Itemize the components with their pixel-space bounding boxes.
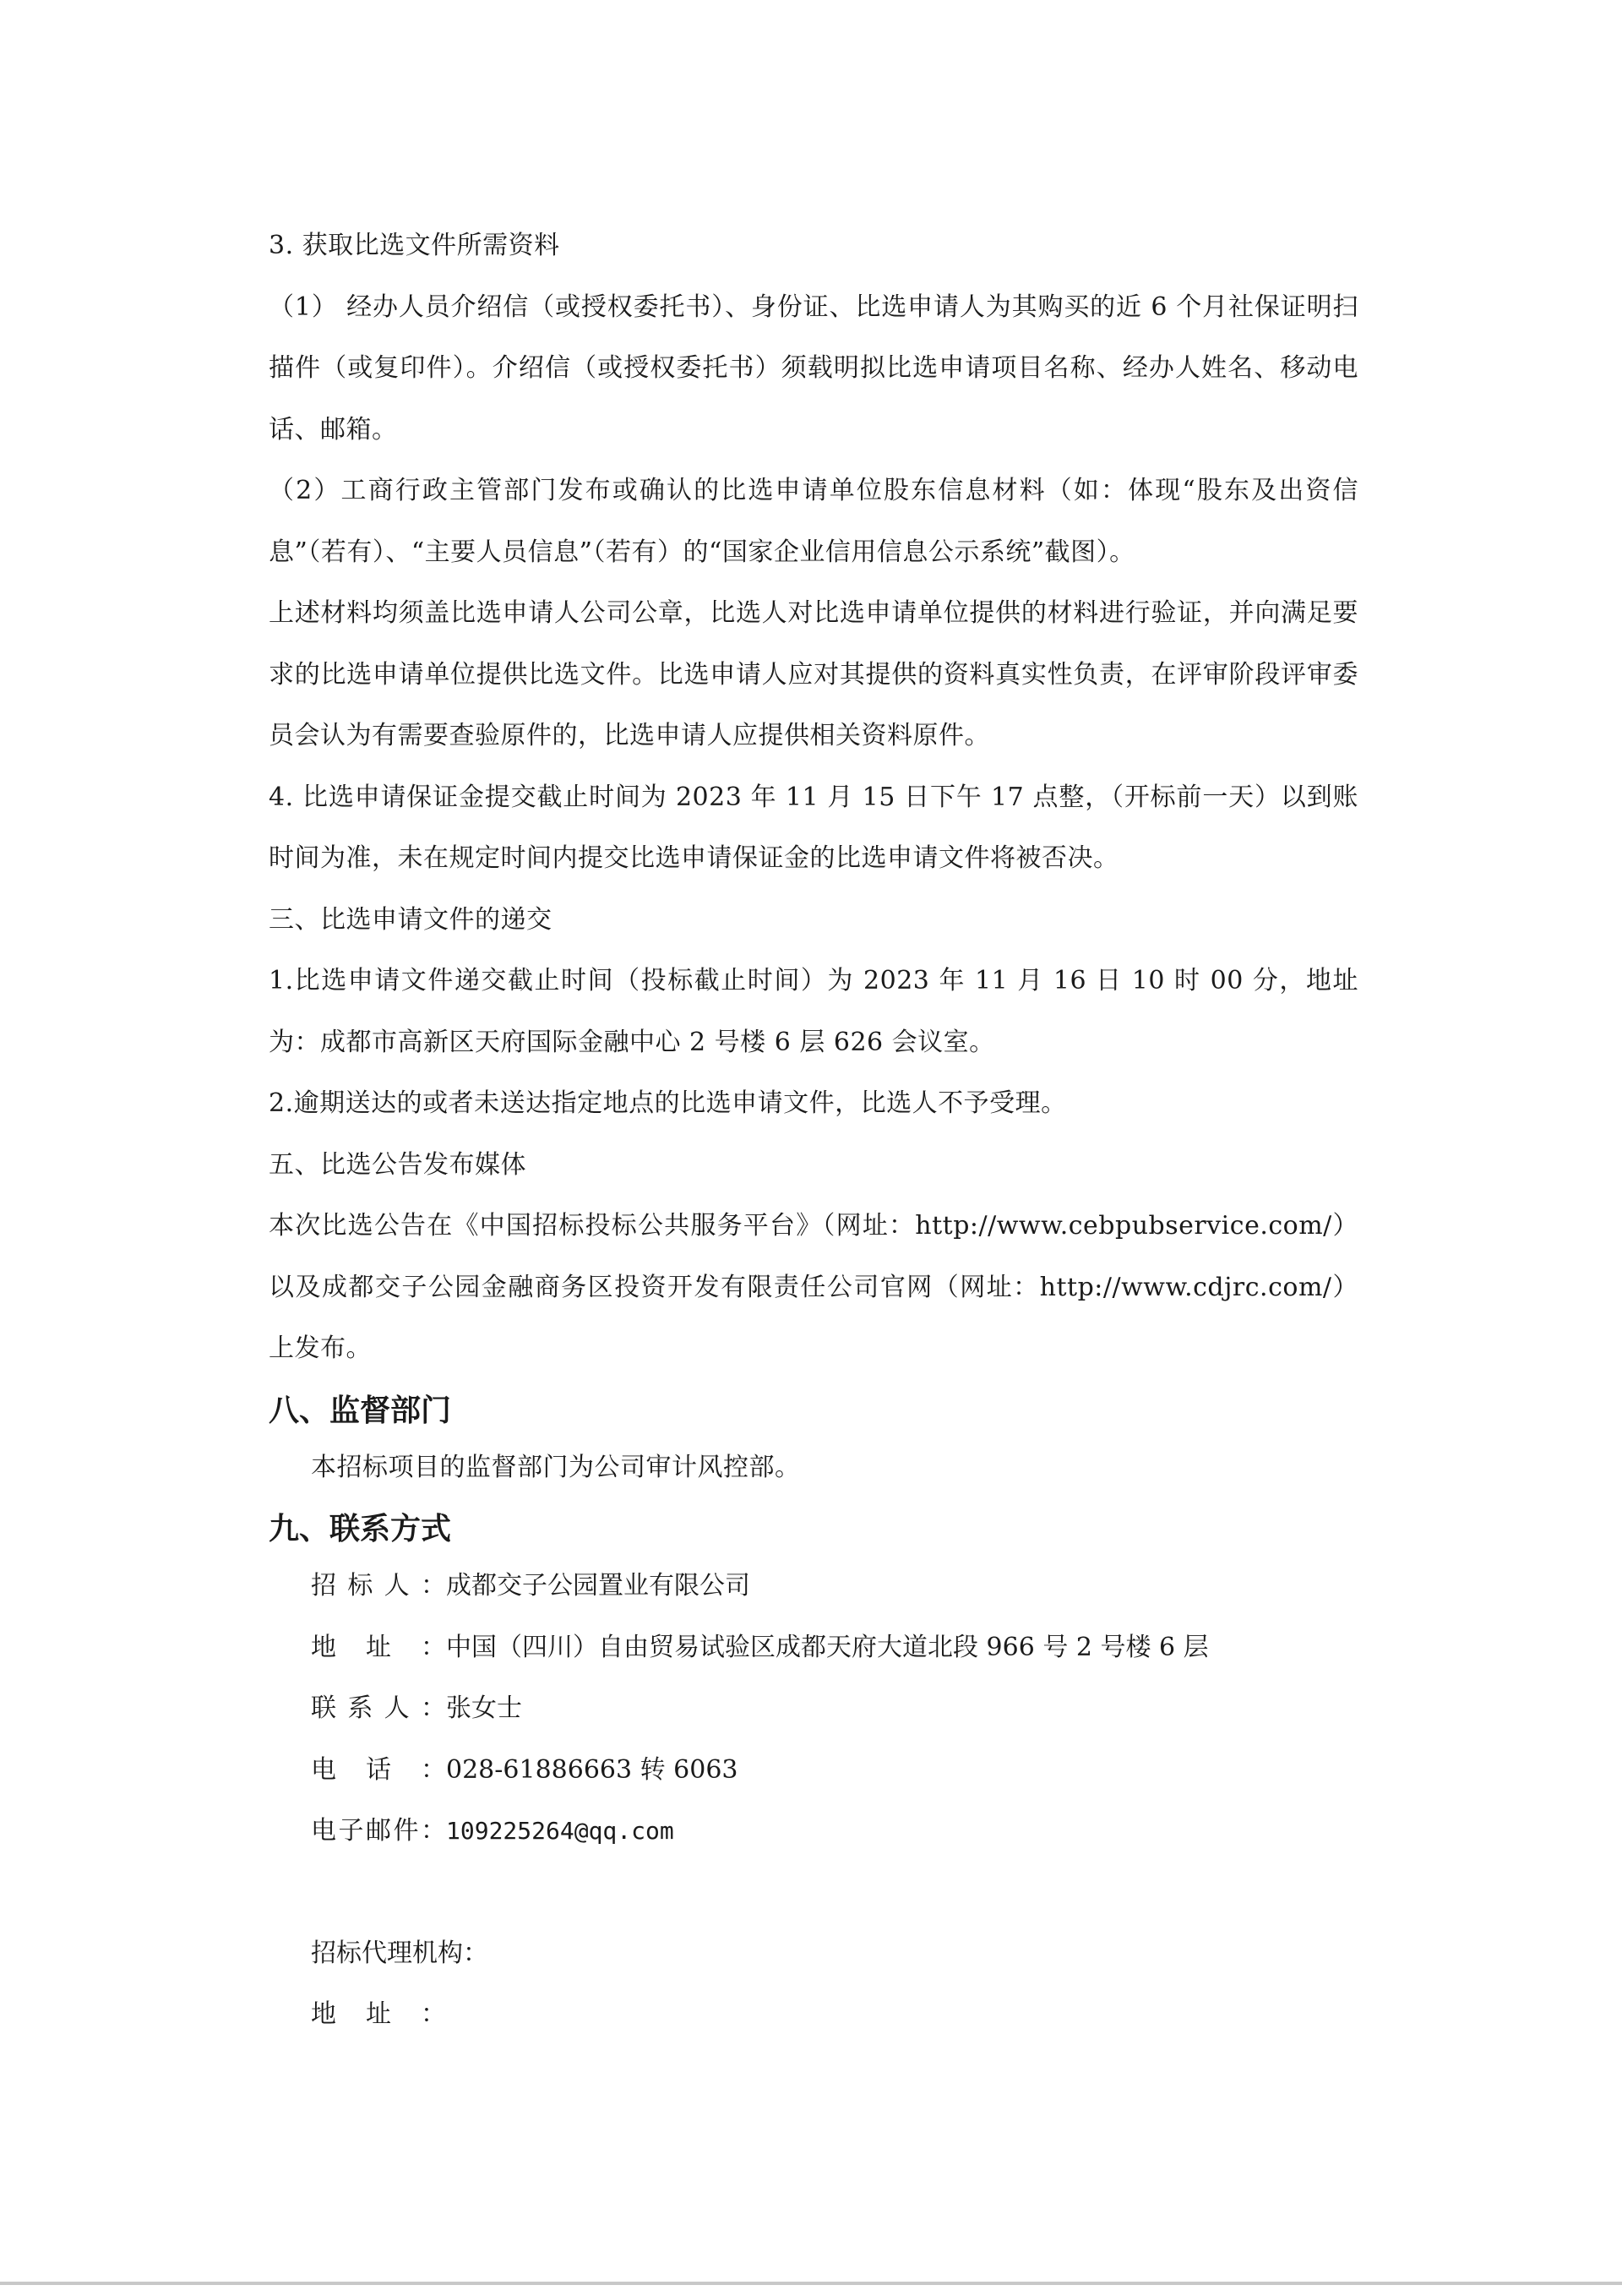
submission-late-notice: 2.逾期送达的或者未送达指定地点的比选申请文件，比选人不予受理。 <box>269 1088 1067 1118</box>
contact-address-label: 地址： <box>311 1632 446 1662</box>
heading-publication-media: 五、比选公告发布媒体 <box>269 1149 526 1180</box>
contact-person <box>269 1678 1358 1740</box>
heading-submission: 三、比选申请文件的递交 <box>269 904 552 935</box>
contact-person-value: 张女士 <box>446 1693 522 1723</box>
contact-email <box>269 1801 1358 1862</box>
heading-contact: 九、联系方式 <box>269 1511 452 1546</box>
document-body <box>269 215 1358 2046</box>
contact-phone-label: 电话： <box>311 1754 446 1785</box>
contact-tenderer-label: 招标人： <box>311 1571 446 1601</box>
section-4-deposit-deadline: 4. 比选申请保证金提交截止时间为 2023 年 11 月 15 日下午 17 点整，（开标前一天）以到账时间为准，未在规定时间内提交比选申请保证金的比选申请文件将被否决。 <box>269 782 1358 873</box>
materials-paragraph: 上述材料均须盖比选申请人公司公章，比选人对比选申请单位提供的材料进行验证，并向满足要求的比选申请单位提供比选文件。比选申请人应对其提供的资料真实性负责，在评审阶段评审委员会认为有需要查验原件的，比选申请人应提供相关资料原件。 <box>269 598 1358 750</box>
contact-agency-address <box>269 1984 1358 2046</box>
section-3-title: 3. 获取比选文件所需资料 <box>269 231 560 260</box>
contact-tenderer-value: 成都交子公园置业有限公司 <box>446 1571 750 1601</box>
contact-spacer <box>269 1862 1358 1923</box>
contact-person-label: 联系人： <box>311 1693 446 1723</box>
contact-agency-label: 招标代理机构： <box>311 1938 488 1968</box>
requirement-item-2: （2）工商行政主管部门发布或确认的比选申请单位股东信息材料（如：体现“股东及出资信息”（若有）、“主要人员信息”（若有）的“国家企业信用信息公示系统”截图）。 <box>269 476 1358 567</box>
contact-phone <box>269 1740 1358 1802</box>
contact-phone-value: 028-61886663 转 6063 <box>446 1754 738 1785</box>
contact-agency <box>269 1923 1358 1985</box>
contact-agency-address-label: 地址： <box>311 1999 446 2029</box>
contact-address-value: 中国（四川）自由贸易试验区成都天府大道北段 966 号 2 号楼 6 层 <box>446 1632 1209 1662</box>
supervision-text: 本招标项目的监督部门为公司审计风控部。 <box>311 1452 801 1482</box>
submission-deadline: 1.比选申请文件递交截止时间（投标截止时间）为 2023 年 11 月 16 日 10 时 00 分，地址为：成都市高新区天府国际金融中心 2 号楼 6 层 626 会议室。 <box>269 966 1358 1057</box>
scan-bottom-edge <box>0 2282 1622 2285</box>
contact-email-label: 电子邮件： <box>311 1816 446 1846</box>
contact-email-value: 109225264@qq.com <box>446 1817 674 1845</box>
contact-tenderer <box>269 1556 1358 1617</box>
publication-media-text: 本次比选公告在《中国招标投标公共服务平台》（网址：http://www.cebpubservice.com/）以及成都交子公园金融商务区投资开发有限责任公司官网（网址：http://www.cdjrc.com/）上发布。 <box>269 1211 1358 1363</box>
contact-address <box>269 1617 1358 1679</box>
heading-supervision: 八、监督部门 <box>269 1392 452 1428</box>
requirement-item-1: （1） 经办人员介绍信（或授权委托书）、身份证、比选申请人为其购买的近 6 个月社保证明扫描件（或复印件）。介绍信（或授权委托书）须载明拟比选申请项目名称、经办人姓名、移动电话、邮箱。 <box>269 292 1358 444</box>
